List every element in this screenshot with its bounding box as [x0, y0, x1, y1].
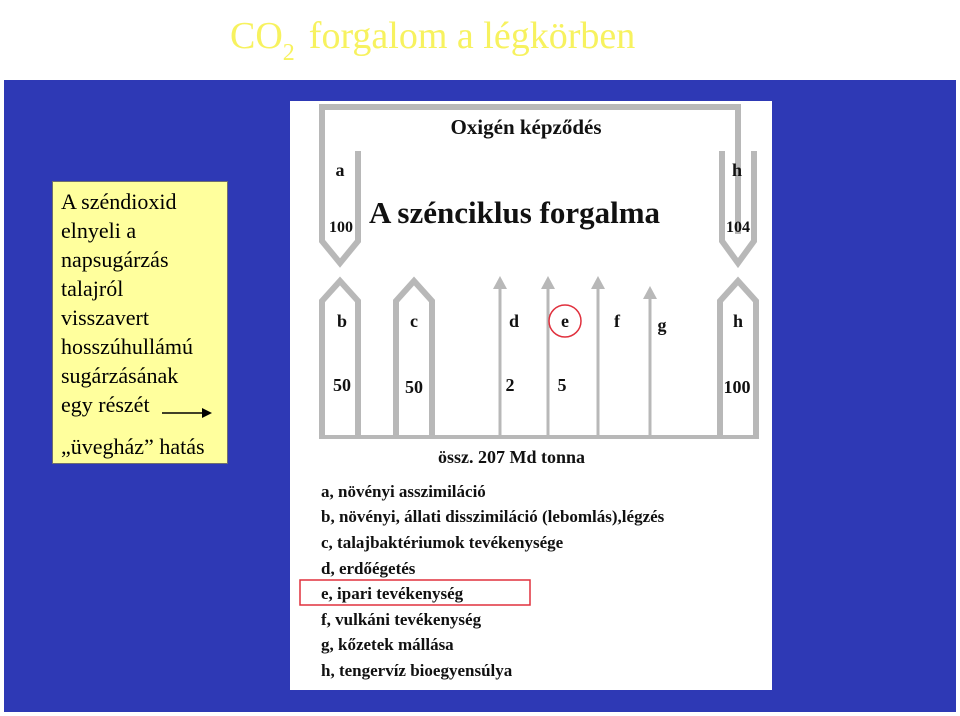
column-h-outline [720, 281, 756, 439]
legend-item-d: d, erdőégetés [321, 559, 416, 578]
legend-item-h: h, tengervíz bioegyensúlya [321, 661, 513, 680]
column-f-letter: f [614, 311, 620, 331]
greenhouse-note-box [52, 181, 228, 464]
carbon-cycle-figure [290, 101, 772, 690]
note-line-2: elnyeli a [61, 218, 137, 243]
note-line-5: visszavert [61, 305, 149, 330]
column-c-letter: c [410, 311, 418, 331]
arrow-e-icon [541, 276, 555, 439]
carbon-cycle-diagram [290, 101, 772, 690]
legend-item-a: a, növényi asszimiláció [321, 482, 486, 501]
legend-item-c: c, talajbaktériumok tevékenysége [321, 533, 564, 552]
title-rest: forgalom a légkörben [308, 15, 636, 57]
upper-right-letter: h [731, 160, 743, 180]
column-d-value: 2 [505, 375, 515, 395]
column-g-letter: g [657, 315, 667, 335]
note-line-6: hosszúhullámú [61, 334, 193, 359]
column-c-outline [396, 281, 432, 439]
legend-item-f: f, vulkáni tevékenység [321, 610, 482, 629]
note-line-8: egy részét [61, 392, 150, 417]
column-h-letter: h [732, 311, 744, 331]
column-b-letter: b [336, 311, 348, 331]
column-b-outline [322, 281, 358, 439]
top-label: Oxigén képződés [450, 115, 602, 139]
title-subscript: 2 [282, 40, 295, 66]
note-line-1: A széndioxid [61, 189, 177, 214]
note-footer: „üvegház” hatás [61, 434, 205, 459]
column-d-letter: d [508, 311, 520, 331]
arrow-g-icon [643, 286, 657, 439]
note-line-4: talajról [61, 276, 124, 301]
column-c-value: 50 [405, 377, 423, 397]
column-h-value: 100 [723, 377, 751, 397]
upper-right-value: 104 [726, 219, 750, 236]
right-arrow-icon [162, 406, 214, 420]
total-label: össz. 207 Md tonna [438, 447, 586, 467]
arrow-f-icon [591, 276, 605, 439]
slide-title [230, 14, 635, 67]
column-e-letter: e [561, 311, 569, 331]
note-line-3: napsugárzás [61, 247, 169, 272]
note-line-7: sugárzásának [61, 363, 179, 388]
column-b-value: 50 [333, 375, 351, 395]
arrow-d-icon [493, 276, 507, 439]
legend-item-e: e, ipari tevékenység [321, 584, 464, 603]
title-co: CO [230, 15, 283, 57]
legend-item-g: g, kőzetek mállása [321, 635, 454, 654]
column-e-value: 5 [557, 375, 567, 395]
upper-left-value: 100 [329, 219, 353, 236]
upper-left-letter: a [335, 160, 345, 180]
diagram-heading: A szénciklus forgalma [369, 195, 661, 230]
legend-item-b: b, növényi, állati disszimiláció (lebomlás),légzés [321, 507, 665, 526]
